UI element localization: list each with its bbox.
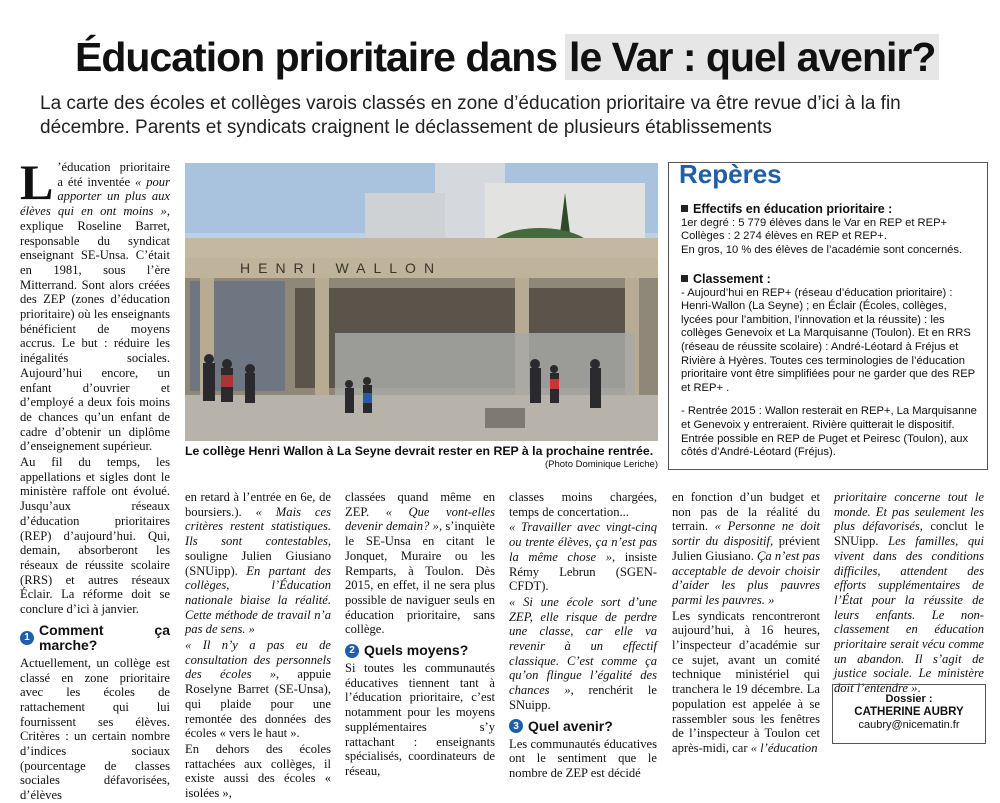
section-title: Quels moyens? bbox=[364, 642, 469, 659]
quote: « pour apporter un plus aux élèves qui en ont moins » bbox=[20, 174, 170, 219]
section-title: Comment ça marche? bbox=[39, 621, 170, 653]
quote: « Si une école sort d’une ZEP, elle risque de perdre une classe, car elle va revenir à un effectif classique. C’est comme ça qu’on flingue l’égalité des chances » bbox=[509, 594, 657, 698]
section-heading-1 bbox=[20, 623, 170, 653]
text: , prévient Julien Giusiano. bbox=[672, 534, 820, 563]
reperes-title: Repères bbox=[679, 159, 782, 189]
quote: « Personne ne doit sortir du dispositif bbox=[672, 519, 820, 549]
reperes-box bbox=[668, 159, 988, 470]
headline-part1: Éducation prioritaire dans bbox=[75, 34, 558, 80]
section-number: 2 bbox=[345, 644, 359, 658]
text: Les syndicats rencontreront aujourd’hui, à 16 heures, l’inspecteur d’académie sur ce sujet, avant un comité technique ministériel qui tranchera le 19 décembre. La population est appelée à se rassembler sous les fenêtres de l’inspecteur à Toulon cet après-midi, car bbox=[672, 608, 820, 755]
dossier-label: Dossier : bbox=[885, 693, 933, 705]
text: en fonction d’un budget et non pas de la réalité du terrain. bbox=[672, 490, 820, 534]
text: , insiste Rémy Lebrun (SGEN-CFDT). bbox=[509, 549, 657, 594]
caption-text: Le collège Henri Wallon à La Seyne devrait rester en REP à la prochaine rentrée. bbox=[185, 444, 654, 458]
quote: « l’éducation bbox=[750, 740, 818, 755]
text: ’éducation prioritaire a été inventée bbox=[57, 160, 170, 189]
paragraph bbox=[672, 609, 820, 756]
article-column-6 bbox=[834, 490, 984, 696]
text: classées quand même en ZEP. bbox=[345, 490, 495, 519]
headline-part2: le Var : quel avenir? bbox=[565, 34, 939, 80]
photo-credit: (Photo Dominique Leriche) bbox=[544, 459, 658, 470]
quote: En partant des collèges, l’Éducation nationale biaise la réalité. Cette méthode de travail n’a pas de sens. » bbox=[185, 563, 331, 637]
article-column-1 bbox=[20, 154, 170, 803]
reperes-paragraph: - Rentrée 2015 : Wallon resterait en REP+, La Marquisanne et Genevoix y entreraient. Rivière quitterait le dispositif. Entrée possible en REP de Puget et Peiresc (Toulon), aux côtés d’André-Léotard (Fréjus). bbox=[681, 405, 977, 459]
paragraph: En dehors des écoles rattachées aux collèges, il existe aussi des écoles « isolées », bbox=[185, 741, 331, 801]
paragraph: Si toutes les communautés éducatives tiennent tant à l’éducation prioritaire, c’est notamment pour les moyens supplémentaires s’y rattachant : enseignants spécialisés, coordinateurs de réseau, bbox=[345, 661, 495, 778]
reperes-heading: Effectifs en éducation prioritaire : bbox=[681, 203, 981, 217]
section-heading-2 bbox=[345, 643, 495, 658]
text: , renchérit le SNuipp. bbox=[509, 683, 657, 712]
quote: « Mais ces critères restent statistiques. Ils sont contestables bbox=[185, 504, 331, 549]
drop-cap: L bbox=[20, 154, 54, 210]
paragraph: Les communautés éducatives ont le sentiment que le nombre de ZEP est décidé bbox=[509, 736, 657, 780]
paragraph: Actuellement, un collège est classé en zone prioritaire avec les écoles de rattachement qui lui fournissent ses élèves. Critères : un certain nombre d’indices sociaux (pourcentage de classes sociales défavorisées, d’élèves bbox=[20, 655, 170, 803]
paragraph bbox=[185, 490, 331, 637]
section-number: 1 bbox=[20, 631, 34, 645]
article-column-5 bbox=[672, 490, 820, 756]
article-column-4 bbox=[509, 490, 657, 781]
building-sign: HENRI WALLON bbox=[240, 260, 443, 276]
reperes-heading: Classement : bbox=[681, 273, 981, 287]
section-heading-3 bbox=[509, 719, 657, 734]
paragraph bbox=[672, 490, 820, 608]
reperes-effectifs bbox=[681, 203, 981, 257]
reperes-line: 1er degré : 5 779 élèves dans le Var en REP et REP+ bbox=[681, 216, 948, 229]
dossier-box bbox=[832, 684, 986, 744]
dossier-author: CATHERINE AUBRY bbox=[854, 706, 964, 718]
reperes-line: En gros, 10 % des élèves de l’académie sont concernés. bbox=[681, 243, 963, 256]
quote: Les familles, qui vivent dans des conditions difficiles, attendent des efforts supplémentaires de l’État pour la réussite de leurs enfants. Le non-classement en éducation prioritaire serait vécu comme un abandon. Il s’agit de justice sociale. Le ministère doit l’entendre » bbox=[834, 534, 984, 696]
dossier-email[interactable]: caubry@nicematin.fr bbox=[858, 719, 960, 731]
section-title: Quel avenir? bbox=[528, 717, 613, 734]
text: . bbox=[917, 681, 921, 696]
photo-caption bbox=[185, 444, 658, 471]
text: , explique Roseline Barret, responsable du syndicat enseignant SE-Unsa. C’était en 1981, sous l’ère Mitterrand. Sont alors créées des ZEP (zones d’éducation prioritaire) où les enseignants bénéficient de moyens accrus. Le but : réduire les inégalités sociales. Aujourd’hui encore, un enfant d’ouvrier et d’employé a deux fois moins de chances qu’un enfant de cadre d’obtenir un diplôme d’enseignement supérieur. bbox=[20, 204, 170, 454]
school-photo-illustration bbox=[185, 163, 658, 441]
quote: Ça n’est pas acceptable de devoir choisir d’aider les plus pauvres parmi les pauvres. » bbox=[672, 548, 820, 607]
quote: « Travailler avec vingt-cinq ou trente élèves, ça n’est pas la même chose » bbox=[509, 520, 657, 564]
paragraph: Au fil du temps, les appellations et sigles dont le ministère raffole ont évolué. Jusqu’aux réseaux d’éducation prioritaires (REP) d’aujourd’hui. Qui, demain, absorberont les réseaux de réussite scolaire (RRS) et autres réseaux Éclair. La réforme doit se conclure d’ici à janvier. bbox=[20, 455, 170, 617]
text: , appuie Roselyne Barret (SE-Unsa), qui plaide pour une remontée des données des écoles « vers le haut ». bbox=[185, 667, 331, 741]
intro-paragraph bbox=[20, 154, 170, 454]
text: , souligne Julien Giusiano (SNUipp). bbox=[185, 534, 331, 578]
reperes-classement bbox=[681, 273, 981, 460]
quote: « Il n’y a pas eu de consultation des personnels des écoles » bbox=[185, 638, 331, 682]
paragraph bbox=[509, 520, 657, 594]
article-column-2 bbox=[185, 490, 331, 801]
paragraph bbox=[834, 490, 984, 696]
quote: « Que vont-elles devenir demain? » bbox=[345, 504, 495, 534]
article-column-3 bbox=[345, 490, 495, 779]
section-number: 3 bbox=[509, 719, 523, 733]
text: en retard à l’entrée en 6e, de boursiers.). bbox=[185, 490, 331, 519]
text: , s’inquiète le SE-Unsa en citant le Jonquet, Muraire ou les Remparts, à Toulon. Dès 2015, en effet, il ne sera plus possible de naviguer seuls en éducation prioritaire, sans collège. bbox=[345, 519, 495, 637]
text: , conclut le SNUipp. bbox=[834, 519, 984, 549]
reperes-paragraph: - Aujourd’hui en REP+ (réseau d’éducation prioritaire) : Henri-Wallon (La Seyne) ; en Éclair (Écoles, collèges, lycées pour l’ambition, l’innovation et la réussite) : les collèges Genevoix et La Marquisanne (Toulon). Et en RRS (réseau de réussite scolaire) : André-Léotard à Fréjus et Rivière à Hyères. Toutes ces terminologies de l’éducation prioritaire vont être simplifiées pour ne garder que des REP et REP+ . bbox=[681, 286, 975, 394]
headline bbox=[75, 28, 975, 86]
school-photo bbox=[185, 163, 658, 441]
subhead: La carte des écoles et collèges varois classés en zone d’éducation prioritaire va être revue d’ici à la fin décembre. Parents et syndicats craignent le déclassement de plusieurs établissements bbox=[40, 93, 901, 138]
paragraph bbox=[185, 638, 331, 741]
paragraph bbox=[509, 595, 657, 713]
quote: prioritaire concerne tout le monde. Et pas seulement les plus défavorisés bbox=[834, 490, 984, 534]
paragraph bbox=[345, 490, 495, 637]
reperes-line: Collèges : 2 274 élèves en REP et REP+. bbox=[681, 230, 887, 243]
paragraph: classes moins chargées, temps de concertation... bbox=[509, 490, 657, 519]
